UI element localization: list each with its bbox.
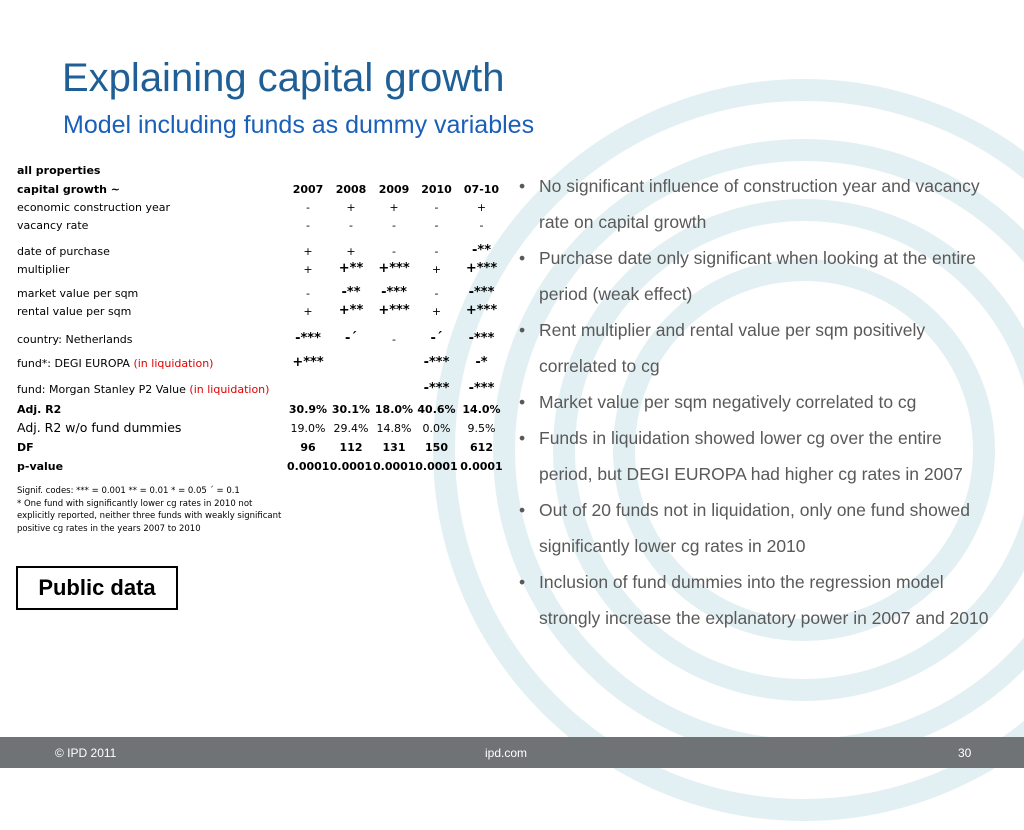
- coefficient-cell: [373, 196, 415, 214]
- row-label-text: fund*: DEGI EUROPA: [17, 357, 130, 370]
- coefficient-cell: [373, 300, 415, 318]
- bullet-item: [519, 492, 991, 564]
- bullet-list: [519, 168, 991, 636]
- bullet-text: Funds in liquidation showed lower cg over the entire period, but DEGI EUROPA had higher cg rates in 2007: [539, 428, 963, 484]
- row-label-text: economic construction year: [17, 201, 171, 214]
- coefficient-sign: -: [392, 245, 396, 258]
- stat-cell: 0.0001: [415, 460, 458, 473]
- footer-copyright: © IPD 2011: [55, 746, 117, 760]
- stat-cell: 0.0001: [329, 460, 373, 473]
- stat-cell: 112: [339, 441, 363, 454]
- coefficient-cell: [458, 232, 505, 258]
- coefficient-cell: [458, 276, 505, 300]
- coefficient-sign: +: [303, 245, 313, 258]
- coefficient-cell: [329, 300, 373, 318]
- public-data-label: Public data: [16, 566, 178, 610]
- row-label: [17, 318, 287, 346]
- column-header-2008: 2008: [335, 183, 367, 196]
- coefficient-sign: -*: [475, 355, 488, 370]
- coefficient-cell: [415, 214, 458, 232]
- coefficient-sign: +**: [338, 303, 364, 318]
- coefficient-cell: [415, 258, 458, 276]
- bullet-text: No significant influence of construction year and vacancy rate on capital growth: [539, 176, 980, 232]
- bullet-item: [519, 384, 991, 420]
- stat-cell: 9.5%: [467, 422, 496, 435]
- coefficient-cell: [373, 276, 415, 300]
- coefficient-sign: +: [431, 263, 442, 276]
- stat-label: Adj. R2 w/o fund dummies: [17, 420, 182, 435]
- table-row: [17, 416, 505, 435]
- coefficient-sign: +***: [378, 303, 410, 318]
- coefficient-cell: [287, 370, 329, 396]
- bullet-icon: •: [519, 320, 526, 340]
- table-row: [17, 196, 505, 214]
- bullet-icon: •: [519, 392, 526, 412]
- coefficient-cell: [415, 370, 458, 396]
- row-label-text: vacancy rate: [17, 219, 89, 232]
- bullet-text: Market value per sqm negatively correlated to cg: [539, 392, 917, 412]
- row-label-text: country: Netherlands: [17, 333, 133, 346]
- row-label: [17, 300, 287, 318]
- row-label-text: date of purchase: [17, 245, 110, 258]
- coefficient-cell: [415, 318, 458, 346]
- coefficient-sign: +***: [465, 261, 498, 276]
- stat-cell: 14.8%: [376, 422, 412, 435]
- coefficient-cell: [458, 346, 505, 370]
- coefficient-sign: -: [392, 219, 396, 232]
- coefficient-cell: [329, 276, 373, 300]
- row-label: [17, 196, 287, 214]
- bullet-text: Purchase date only significant when looking at the entire period (weak effect): [539, 248, 976, 304]
- bullet-item: [519, 168, 991, 240]
- row-label-text: multiplier: [17, 263, 70, 276]
- coefficient-cell: [458, 318, 505, 346]
- table-row: [17, 177, 505, 196]
- coefficient-sign: +: [431, 305, 442, 318]
- coefficient-cell: [458, 300, 505, 318]
- coefficient-cell: [415, 300, 458, 318]
- stat-cell: 0.0001: [373, 460, 416, 473]
- coefficient-sign: +***: [292, 355, 324, 370]
- coefficient-sign: -***: [381, 285, 407, 300]
- coefficient-sign: +: [476, 201, 487, 214]
- bullet-item: [519, 564, 991, 636]
- row-label: [17, 232, 287, 258]
- stat-label: DF: [17, 441, 34, 454]
- bullet-icon: •: [519, 572, 526, 592]
- coefficient-cell: [287, 300, 329, 318]
- coefficient-cell: [373, 370, 415, 396]
- coefficient-sign: +: [346, 245, 356, 258]
- bullet-item: [519, 240, 991, 312]
- header-dependent-variable: capital growth ~: [17, 183, 121, 196]
- coefficient-cell: [329, 196, 373, 214]
- coefficient-sign: +**: [338, 261, 364, 276]
- signif-codes-note: Signif. codes: *** = 0.001 ** = 0.01 * = 0.05 ´ = 0.1: [17, 486, 240, 496]
- table-caption: all properties: [17, 164, 101, 177]
- bullet-text: Inclusion of fund dummies into the regression model strongly increase the explanatory power in 2007 and 2010: [539, 572, 989, 628]
- row-label-text: rental value per sqm: [17, 305, 132, 318]
- table-row: [17, 160, 505, 177]
- coefficient-sign: -: [306, 219, 310, 232]
- coefficient-cell: [287, 346, 329, 370]
- coefficient-sign: +***: [465, 303, 498, 318]
- stat-cell: 19.0%: [290, 422, 326, 435]
- coefficient-sign: -: [434, 201, 439, 214]
- bullet-icon: •: [519, 176, 526, 196]
- row-label: [17, 370, 287, 396]
- table-row: [17, 396, 505, 416]
- table-row: [17, 300, 505, 318]
- stat-cell: 30.1%: [331, 403, 371, 416]
- coefficient-sign: -: [306, 201, 310, 214]
- coefficient-cell: [287, 318, 329, 346]
- coefficient-sign: -***: [295, 331, 321, 346]
- stat-cell: 0.0001: [287, 460, 330, 473]
- significance-notes: [17, 485, 292, 535]
- stat-cell: 30.9%: [288, 403, 328, 416]
- coefficient-cell: [373, 214, 415, 232]
- coefficient-sign: +: [346, 201, 356, 214]
- fund-footnote: * One fund with significantly lower cg rates in 2010 not explicitly reported, neither three funds with weakly significant positive cg rates in the years 2007 to 2010: [17, 498, 282, 534]
- table-row: [17, 370, 505, 396]
- row-label-text: fund: Morgan Stanley P2 Value: [17, 383, 186, 396]
- table-row: [17, 276, 505, 300]
- coefficient-sign: -***: [468, 331, 495, 346]
- coefficient-sign: -: [349, 219, 353, 232]
- row-label: [17, 346, 287, 370]
- column-header-2010: 2010: [421, 183, 452, 196]
- coefficient-sign: -: [479, 219, 484, 232]
- footer-bar: [0, 737, 1024, 768]
- coefficient-sign: +: [303, 305, 313, 318]
- stat-cell: 40.6%: [417, 403, 456, 416]
- table-row: [17, 232, 505, 258]
- coefficient-cell: [415, 346, 458, 370]
- coefficient-sign: -´: [345, 331, 357, 346]
- coefficient-sign: -***: [423, 355, 450, 370]
- coefficient-cell: [373, 346, 415, 370]
- stat-cell: 18.0%: [374, 403, 414, 416]
- bullet-icon: •: [519, 248, 526, 268]
- coefficient-cell: [458, 196, 505, 214]
- table-row: [17, 346, 505, 370]
- coefficient-cell: [329, 232, 373, 258]
- coefficient-cell: [415, 276, 458, 300]
- coefficient-sign: +: [389, 201, 399, 214]
- stat-label: p-value: [17, 460, 64, 473]
- bullet-item: [519, 420, 991, 492]
- coefficient-cell: [458, 214, 505, 232]
- coefficient-sign: -: [306, 287, 310, 300]
- footer-page-number: 30: [958, 746, 972, 760]
- coefficient-cell: [329, 258, 373, 276]
- table-row: [17, 318, 505, 346]
- coefficient-sign: -**: [472, 243, 491, 258]
- coefficient-sign: -***: [468, 381, 495, 396]
- coefficient-sign: +***: [378, 261, 410, 276]
- coefficient-sign: -: [434, 219, 439, 232]
- coefficient-cell: [458, 370, 505, 396]
- footer-site: ipd.com: [485, 746, 528, 760]
- coefficient-cell: [287, 196, 329, 214]
- regression-table: [17, 160, 505, 473]
- table-row: [17, 435, 505, 454]
- coefficient-sign: -´: [430, 331, 443, 346]
- coefficient-cell: [329, 318, 373, 346]
- coefficient-sign: -: [434, 287, 439, 300]
- table-row: [17, 258, 505, 276]
- coefficient-sign: -**: [341, 285, 361, 300]
- coefficient-cell: [458, 258, 505, 276]
- liquidation-note: (in liquidation): [133, 357, 214, 370]
- slide-subtitle: Model including funds as dummy variables: [63, 111, 535, 139]
- stat-cell: 29.4%: [333, 422, 369, 435]
- row-label: [17, 214, 287, 232]
- coefficient-cell: [287, 214, 329, 232]
- coefficient-sign: -***: [423, 381, 450, 396]
- bullet-icon: •: [519, 428, 526, 448]
- column-header-2009: 2009: [378, 183, 410, 196]
- coefficient-sign: -***: [468, 285, 495, 300]
- row-label-text: market value per sqm: [17, 287, 139, 300]
- column-header-2007: 2007: [292, 183, 324, 196]
- stat-label: Adj. R2: [17, 403, 62, 416]
- column-header-07-10: 07-10: [463, 183, 500, 196]
- coefficient-cell: [373, 232, 415, 258]
- coefficient-cell: [329, 346, 373, 370]
- stat-cell: 131: [382, 441, 406, 454]
- coefficient-cell: [373, 318, 415, 346]
- liquidation-note: (in liquidation): [189, 383, 270, 396]
- coefficient-sign: +: [303, 263, 313, 276]
- coefficient-cell: [415, 232, 458, 258]
- coefficient-cell: [329, 370, 373, 396]
- coefficient-cell: [287, 276, 329, 300]
- slide-title: Explaining capital growth: [62, 56, 505, 100]
- coefficient-sign: -: [434, 245, 439, 258]
- table-row: [17, 454, 505, 473]
- stat-cell: 0.0%: [422, 422, 451, 435]
- coefficient-cell: [287, 258, 329, 276]
- stat-cell: 14.0%: [462, 403, 501, 416]
- stat-cell: 0.0001: [460, 460, 503, 473]
- row-label: [17, 258, 287, 276]
- table-row: [17, 214, 505, 232]
- stat-cell: 612: [470, 441, 493, 454]
- coefficient-cell: [287, 232, 329, 258]
- coefficient-cell: [415, 196, 458, 214]
- coefficient-sign: -: [392, 333, 396, 346]
- row-label: [17, 276, 287, 300]
- coefficient-cell: [373, 258, 415, 276]
- bullet-text: Out of 20 funds not in liquidation, only one fund showed significantly lower cg rates in 2010: [539, 500, 970, 556]
- bullet-icon: •: [519, 500, 526, 520]
- stat-cell: 96: [300, 441, 316, 454]
- bullet-text: Rent multiplier and rental value per sqm positively correlated to cg: [539, 320, 926, 376]
- stat-cell: 150: [425, 441, 448, 454]
- coefficient-cell: [329, 214, 373, 232]
- bullet-item: [519, 312, 991, 384]
